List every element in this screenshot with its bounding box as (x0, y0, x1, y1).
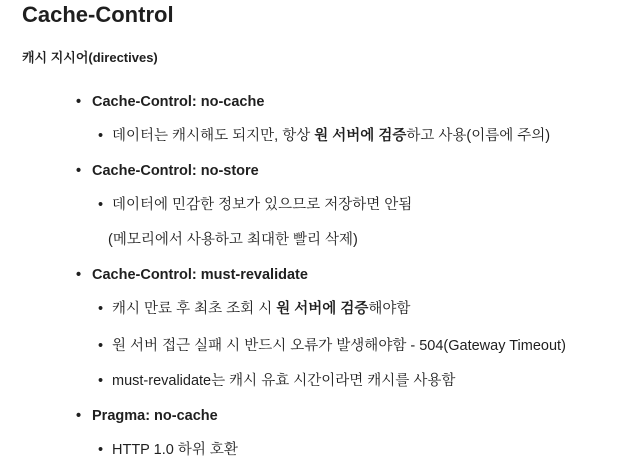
item-text: 데이터에 민감한 정보가 있으므로 저장하면 안됨 (112, 197, 413, 213)
bullet: • (76, 408, 82, 424)
item-text: HTTP 1.0 하위 호환 (112, 442, 238, 458)
heading-text: Cache-Control: no-store (92, 163, 259, 179)
bullet: • (98, 373, 104, 389)
list-item-must-revalidate-1 (98, 300, 410, 318)
section-heading-pragma (76, 407, 218, 425)
list-item-no-store-desc (98, 196, 412, 214)
item-bold-text: 원 서버에 검증 (276, 301, 369, 317)
bullet: • (98, 128, 104, 144)
section-heading-must-revalidate (76, 266, 308, 284)
section-heading-no-cache (76, 93, 264, 111)
item-text: must-revalidate는 캐시 유효 시간이라면 캐시를 사용함 (112, 373, 456, 389)
bullet: • (76, 163, 82, 179)
item-text: 데이터는 캐시해도 되지만, 항상 (112, 128, 315, 144)
page-title: Cache-Control (22, 2, 174, 27)
list-item-pragma-desc (98, 441, 238, 459)
item-text: 캐시 만료 후 최초 조회 시 (112, 301, 277, 317)
heading-text: Pragma: no-cache (92, 408, 218, 424)
list-item-must-revalidate-2 (98, 337, 566, 355)
bullet: • (98, 338, 104, 354)
item-text: 하고 사용(이름에 주의) (406, 128, 551, 144)
list-item-no-cache-desc (98, 127, 550, 145)
bullet: • (98, 197, 104, 213)
heading-text: Cache-Control: must-revalidate (92, 267, 308, 283)
bullet: • (98, 442, 104, 458)
heading-text: Cache-Control: no-cache (92, 94, 265, 110)
bullet: • (98, 301, 104, 317)
subtitle: 캐시 지시어(directives) (22, 50, 158, 65)
item-text: 원 서버 접근 실패 시 반드시 오류가 발생해야함 - 504(Gateway Timeout) (112, 338, 566, 354)
item-bold-text: 원 서버에 검증 (314, 128, 407, 144)
section-heading-no-store (76, 162, 259, 180)
bullet: • (76, 267, 82, 283)
list-item-must-revalidate-3 (98, 372, 455, 390)
no-store-note: (메모리에서 사용하고 최대한 빨리 삭제) (108, 232, 358, 248)
bullet: • (76, 94, 82, 110)
item-text: 해야함 (368, 301, 411, 317)
